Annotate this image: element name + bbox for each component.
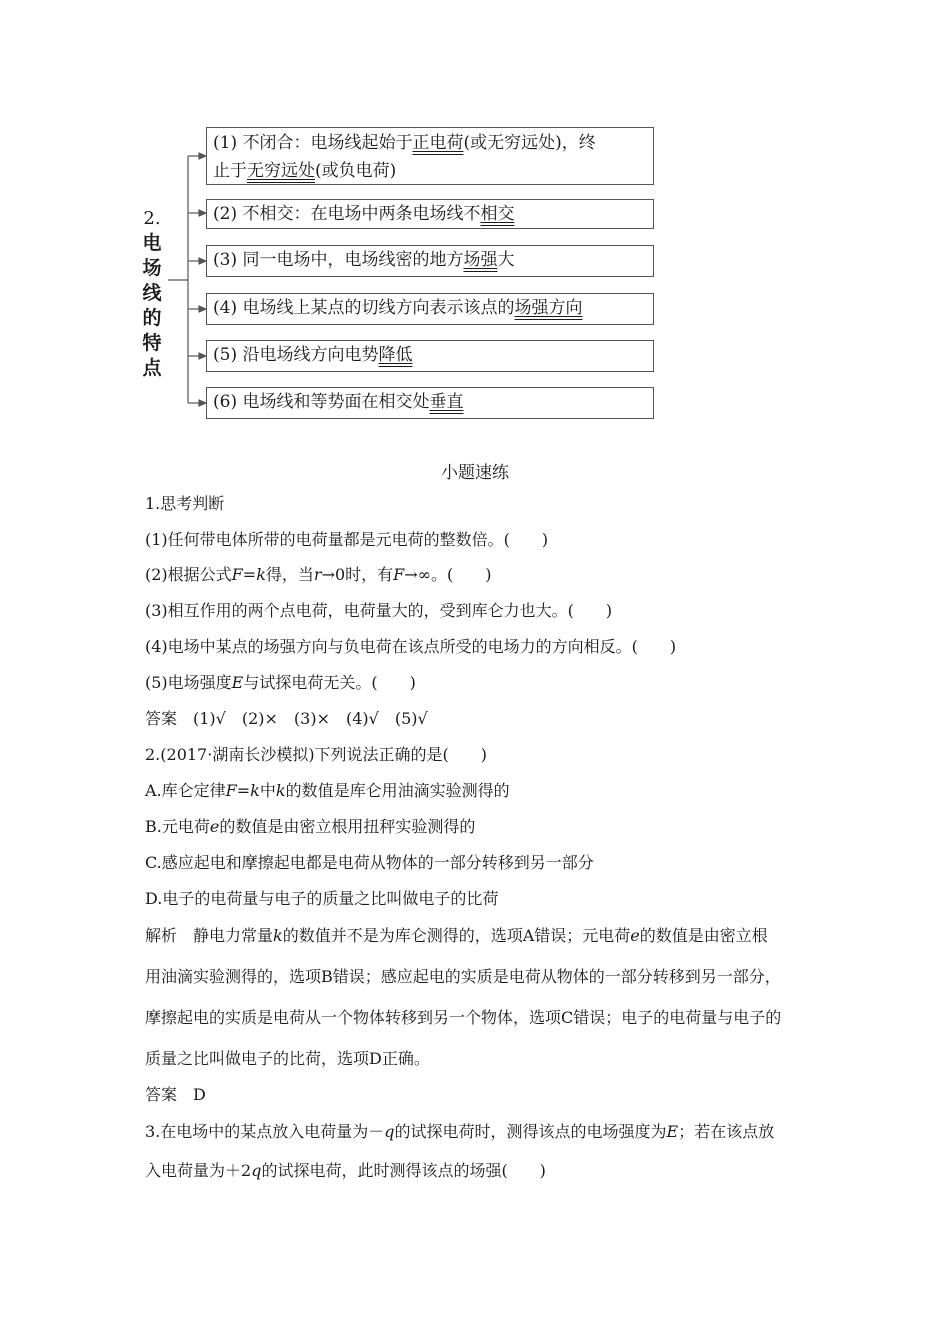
box1-keyword: 无穷远处 [247, 161, 315, 181]
box3-keyword: 场强 [463, 250, 498, 270]
q3-stem-line-2: 入电荷量为＋2q的试探电荷，此时测得该点的场强( ) [145, 1161, 546, 1180]
q3-stem-line-1: 3.在电场中的某点放入电荷量为－q的试探电荷时，测得该点的电场强度为E；若在该点放 [145, 1122, 775, 1141]
q2-stem: 2.(2017·湖南长沙模拟)下列说法正确的是( ) [145, 745, 488, 764]
feature-box-1 [206, 127, 654, 185]
box5-text: (5) 沿电场线方向电势 [213, 345, 379, 365]
q2-option-a: A.库仑定律F=k中k的数值是库仑用油滴实验测得的 [145, 781, 510, 800]
box1-text: (或无穷远处)，终 [463, 133, 596, 153]
q1-statement-1: (1)任何带电体所带的电荷量都是元电荷的整数倍。( ) [145, 530, 549, 549]
feature-box-4 [206, 293, 654, 325]
box3-text: 大 [497, 250, 515, 270]
q2-option-c: C.感应起电和摩擦起电都是电荷从物体的一部分转移到另一部分 [145, 853, 594, 872]
box1-text: (1) 不闭合：电场线起始于 [213, 133, 413, 153]
q1-statement-4: (4)电场中某点的场强方向与负电荷在该点所受的电场力的方向相反。( ) [145, 637, 677, 656]
q1-statement-5: (5)电场强度E与试探电荷无关。( ) [145, 673, 416, 692]
box3-text: (3) 同一电场中，电场线密的地方 [213, 250, 464, 270]
q1-statement-2: (2)根据公式F=k得，当r→0时，有F→∞。( ) [145, 565, 492, 584]
q2-option-b: B.元电荷e的数值是由密立根用扭秤实验测得的 [145, 817, 476, 836]
q1-title: 1.思考判断 [145, 494, 225, 513]
label-number: 2. [143, 208, 161, 229]
label-char: 的 [142, 307, 162, 329]
label-char: 特 [142, 332, 162, 354]
box1-text: (或负电荷) [315, 161, 397, 181]
q2-option-d: D.电子的电荷量与电子的质量之比叫做电子的比荷 [145, 889, 499, 908]
box5-keyword: 降低 [378, 345, 413, 365]
box2-text: (2) 不相交：在电场中两条电场线不 [213, 204, 481, 224]
label-char: 点 [142, 357, 162, 379]
box4-text: (4) 电场线上某点的切线方向表示该点的 [213, 298, 515, 318]
field-line-diagram [0, 0, 950, 440]
box6-keyword: 垂直 [429, 392, 464, 412]
q1-answer: 答案 (1)√ (2)× (3)× (4)√ (5)√ [145, 709, 428, 728]
feature-box-6 [206, 387, 654, 419]
q1-statement-3: (3)相互作用的两个点电荷，电荷量大的，受到库仑力也大。( ) [145, 601, 613, 620]
diagram-vertical-label [140, 206, 164, 381]
box2-keyword: 相交 [480, 204, 515, 224]
label-char: 电 [142, 232, 162, 254]
box1-text: 止于 [213, 161, 247, 181]
q2-explanation-line-4: 质量之比叫做电子的比荷，选项D正确。 [145, 1049, 430, 1068]
box1-keyword: 正电荷 [412, 133, 464, 153]
feature-box-5 [206, 340, 654, 372]
q2-explanation-line-3: 摩擦起电的实质是电荷从一个物体转移到另一个物体，选项C错误；电子的电荷量与电子的 [145, 1008, 782, 1027]
label-char: 线 [142, 282, 162, 304]
q2-explanation-line-1: 解析 静电力常量k的数值并不是为库仑测得的，选项A错误；元电荷e的数值是由密立根 [145, 926, 768, 945]
label-char: 场 [142, 257, 162, 279]
q2-explanation-line-2: 用油滴实验测得的，选项B错误；感应起电的实质是电荷从物体的一部分转移到另一部分， [145, 967, 781, 986]
feature-box-3 [206, 245, 654, 277]
feature-box-2 [206, 199, 654, 229]
q2-answer: 答案 D [145, 1085, 206, 1104]
box4-keyword: 场强方向 [514, 298, 583, 318]
section-title: 小题速练 [441, 463, 509, 483]
box6-text: (6) 电场线和等势面在相交处 [213, 392, 430, 412]
